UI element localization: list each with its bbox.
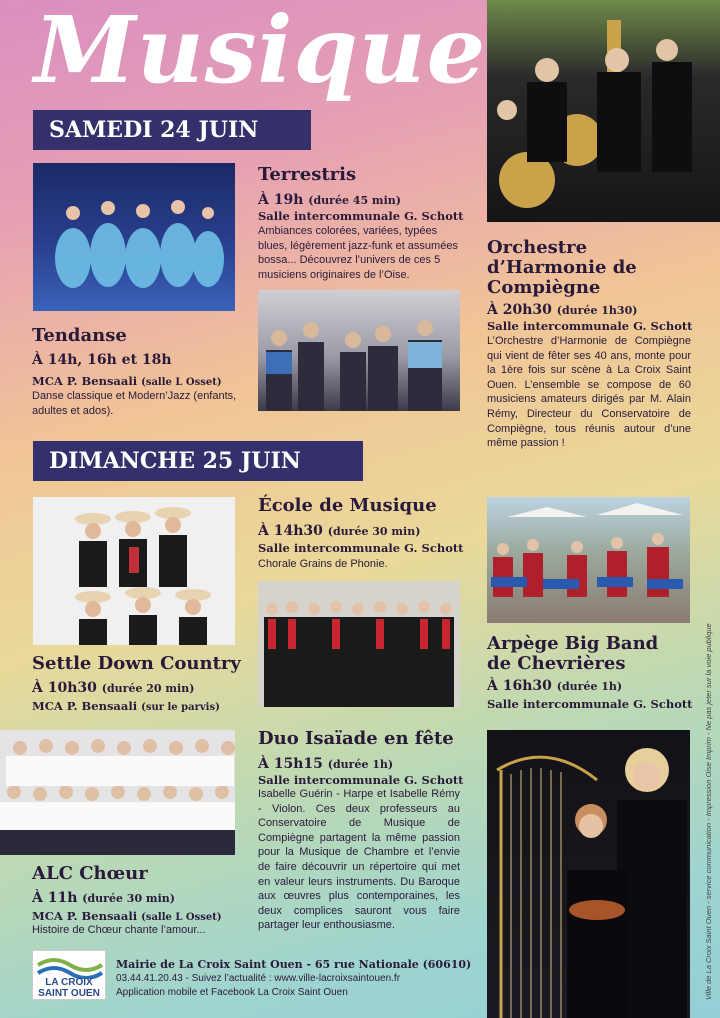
terrestris-desc: Ambiances colorées, variées, typées blues, légèrement jazz-funk et assumées bossa... Découvrez l’univers de ces 5 musiciens originaires de l’Oise. [258, 225, 458, 281]
tendanse-venue: MCA P. Bensaali (salle L Osset) [32, 374, 222, 388]
tendanse-time: À 14h, 16h et 18h [32, 352, 172, 368]
arpege-time: À 16h30 (durée 1h) [487, 678, 623, 694]
orchestre-time: À 20h30 (durée 1h30) [487, 302, 638, 318]
terrestris-time: À 19h (durée 45 min) [258, 192, 401, 208]
duo-title: Duo Isaïade en fête [258, 728, 454, 749]
settle-title: Settle Down Country [32, 653, 241, 674]
settle-time: À 10h30 (durée 20 min) [32, 680, 195, 696]
page-title: Musique [34, 0, 487, 104]
settle-venue: MCA P. Bensaali (sur le parvis) [32, 699, 220, 713]
alc-title: ALC Chœur [32, 863, 148, 884]
tendanse-title: Tendanse [32, 325, 127, 346]
ecole-desc: Chorale Grains de Phonie. [258, 558, 388, 570]
arpege-photo [487, 497, 690, 623]
orchestre-desc: L’Orchestre d’Harmonie de Compiègne qui vient de fêter ses 40 ans, monte pour la 1ère fois sur scène à La Croix Saint Ouen. L’ensemble se compose de 60 musiciens amateurs dirigés par M. Alain Rémy, Directeur du Conservatoire de Compiègne, tous réunis autour d’une même passion ! [487, 335, 691, 450]
tendanse-photo [33, 163, 235, 311]
terrestris-title: Terrestris [258, 164, 357, 185]
alc-photo [0, 730, 235, 855]
alc-time: À 11h (durée 30 min) [32, 890, 175, 906]
duo-photo [487, 730, 690, 1018]
duo-desc: Isabelle Guérin - Harpe et Isabelle Rémy - Violon. Ces deux professeurs au Conservatoire de Musique de Compiègne partagent la même passion pour la Musique de Chambre et l’envie de faire découvrir un répertoire qui met en valeur leurs instruments. Du Baroque aux œuvres plus contemporaines, les deux complices sauront vous faire partager leur enthousiasme. [258, 788, 460, 932]
ecole-title: École de Musique [258, 495, 437, 516]
day-banner-sunday: DIMANCHE 25 JUIN [33, 441, 363, 481]
orchestre-venue: Salle intercommunale G. Schott [487, 319, 693, 333]
logo-line-1: LA CROIX [45, 977, 93, 988]
logo-line-2: SAINT OUEN [38, 988, 100, 999]
ecole-time: À 14h30 (durée 30 min) [258, 523, 421, 539]
day-banner-saturday: SAMEDI 24 JUIN [33, 110, 311, 150]
duo-time: À 15h15 (durée 1h) [258, 756, 394, 772]
terrestris-venue: Salle intercommunale G. Schott [258, 209, 464, 223]
orchestre-title: Orchestre d’Harmonie de Compiègne [487, 237, 637, 298]
footer-app: Application mobile et Facebook La Croix Saint Ouen [116, 987, 348, 998]
tendanse-desc: Danse classique et Modern’Jazz (enfants, adultes et ados). [32, 390, 237, 417]
town-logo [32, 950, 106, 1000]
footer-contact: 03.44.41.20.43 - Suivez l’actualité : www.ville-lacroixsaintouen.fr [116, 973, 401, 984]
arpege-venue: Salle intercommunale G. Schott [487, 697, 693, 711]
ecole-photo [258, 581, 460, 707]
alc-venue: MCA P. Bensaali (salle L Osset) [32, 909, 222, 923]
footer-address: Mairie de La Croix Saint Ouen - 65 rue Nationale (60610) [116, 958, 472, 971]
duo-venue: Salle intercommunale G. Schott [258, 773, 464, 787]
alc-desc: Histoire de Chœur chante l’amour... [32, 924, 206, 936]
settle-photo [33, 497, 235, 645]
terrestris-photo [258, 290, 460, 411]
ecole-venue: Salle intercommunale G. Schott [258, 541, 464, 555]
orchestre-photo [487, 0, 720, 222]
arpege-title: Arpège Big Band de Chevrières [487, 633, 659, 674]
side-legal-note: Ville de La Croix Saint Ouen - service communication - Impression Oise Imprim - Ne pas jeter sur la voie publique [704, 623, 713, 1000]
